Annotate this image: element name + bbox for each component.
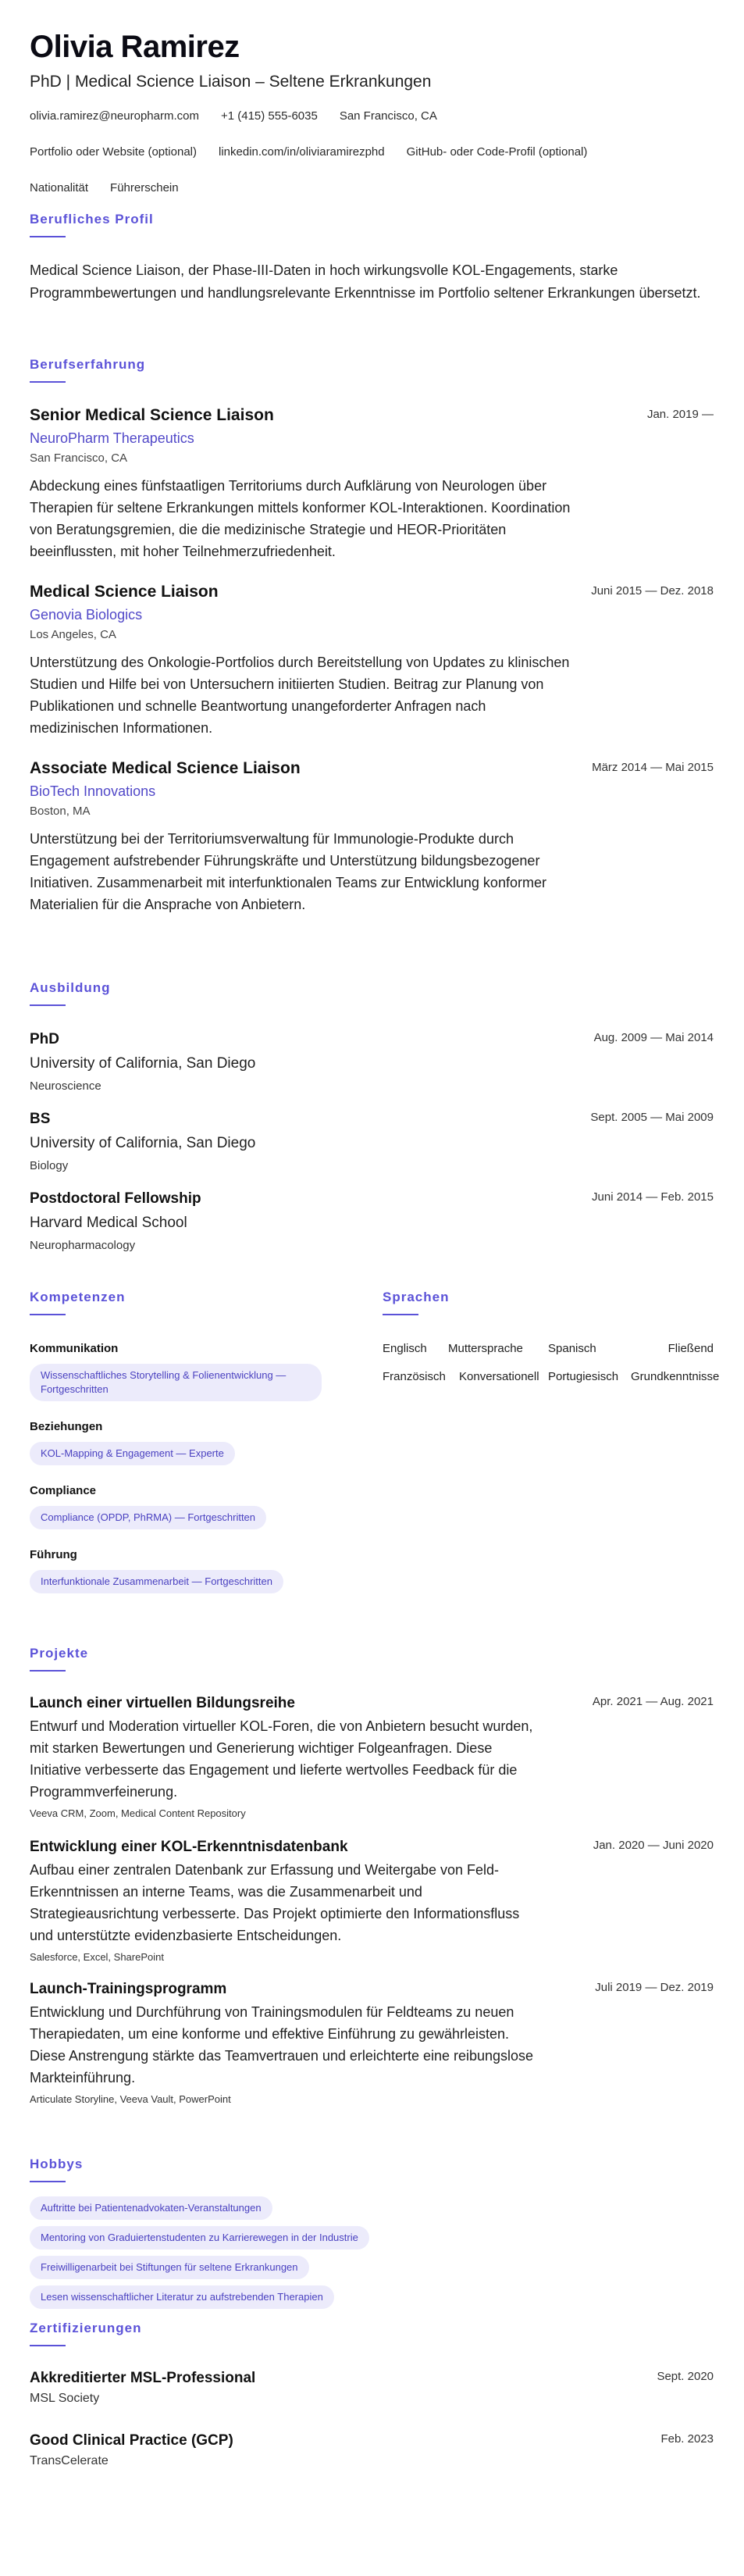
contact-linkedin[interactable]: linkedin.com/in/oliviaramirezphd xyxy=(219,145,385,159)
experience-entry xyxy=(30,405,714,562)
skill-group xyxy=(30,1547,358,1593)
project-date: Jan. 2020 — Juni 2020 xyxy=(593,1839,714,1852)
hobby-pill: Auftritte bei Patientenadvokaten-Veranstaltungen xyxy=(30,2196,272,2220)
projects-section xyxy=(30,1645,88,1672)
skill-group xyxy=(30,1340,358,1401)
section-title: Sprachen xyxy=(383,1290,450,1304)
project-description: Entwicklung und Durchführung von Trainingsmodulen für Feldteams zu neuen Therapiedaten, um eine konforme und effektive Einführung zu gewährleisten. Diese Anstrengung stärkte das Teamvertrauen und erleichterte eine reibungslose Markteinführung. xyxy=(30,2004,534,2085)
experience-location: Boston, MA xyxy=(30,805,91,818)
language-level: Grundkenntnisse xyxy=(631,1370,720,1383)
certification-entry xyxy=(30,2368,714,2407)
skill-group xyxy=(30,1482,358,1529)
education-school: University of California, San Diego xyxy=(30,1055,256,1072)
experience-description: Unterstützung bei der Territoriumsverwaltung für Immunologie-Produkte durch Engagement aufstrebender Führungskräfte und Unterstützung bildungsbezogener Initiativen. Zusammenarbeit mit interfunktionalen Teams zur Entwicklung konformer Materialien für die Ansprache von Anbietern. xyxy=(30,831,546,912)
section-title: Ausbildung xyxy=(30,980,111,995)
experience-date: Jan. 2019 — xyxy=(646,408,714,421)
project-tools: Veeva CRM, Zoom, Medical Content Repository xyxy=(30,1807,246,1819)
project-description: Entwurf und Moderation virtueller KOL-Foren, die von Anbietern besucht wurden, mit starken Bewertungen und Generierung wichtiger Folgeanfragen. Diese Initiative verbesserte das Engagement und lieferte wertvolles Feedback für die Programmverfeinerung. xyxy=(30,1718,533,1800)
project-title: Launch-Trainingsprogramm xyxy=(30,1981,227,1997)
language-level: Muttersprache xyxy=(448,1342,523,1355)
education-school: Harvard Medical School xyxy=(30,1215,187,1231)
skill-pill: KOL-Mapping & Engagement — Experte xyxy=(30,1442,235,1465)
education-field: Biology xyxy=(30,1159,69,1172)
skill-category: Führung xyxy=(30,1548,77,1561)
project-tools: Salesforce, Excel, SharePoint xyxy=(30,1951,164,1963)
experience-entry xyxy=(30,581,714,739)
project-date: Juli 2019 — Dez. 2019 xyxy=(595,1981,714,1994)
section-divider xyxy=(383,1314,418,1315)
language-level: Fließend xyxy=(667,1342,714,1355)
certification-name: Good Clinical Practice (GCP) xyxy=(30,2432,233,2449)
contact-email[interactable]: olivia.ramirez@neuropharm.com xyxy=(30,109,199,123)
project-entry xyxy=(30,1693,714,1821)
hobby-pill: Freiwilligenarbeit bei Stiftungen für seltene Erkrankungen xyxy=(30,2256,309,2279)
project-title: Launch einer virtuellen Bildungsreihe xyxy=(30,1695,295,1711)
language-row xyxy=(383,1340,714,1359)
hobby-pill: Lesen wissenschaftlicher Literatur zu aufstrebenden Therapien xyxy=(30,2285,334,2309)
experience-date: Juni 2015 — Dez. 2018 xyxy=(591,584,714,598)
section-divider xyxy=(30,1670,66,1672)
experience-company: Genovia Biologics xyxy=(30,607,143,623)
experience-location: Los Angeles, CA xyxy=(30,628,116,641)
certifications-section xyxy=(30,2320,142,2346)
project-entry xyxy=(30,1837,714,1965)
project-tools: Articulate Storyline, Veeva Vault, PowerPoint xyxy=(30,2093,231,2105)
language-row xyxy=(383,1368,720,1387)
project-date: Apr. 2021 — Aug. 2021 xyxy=(592,1695,714,1708)
project-description: Aufbau einer zentralen Datenbank zur Erfassung und Weitergabe von Feld-Erkenntnissen an interne Teams, was die Zusammenarbeit und Strategieausrichtung verbesserte. Das Projekt optimierte den Informationsfluss und unterstützte evidenzbasierte Entscheidungen. xyxy=(30,1862,520,1943)
certification-date: Feb. 2023 xyxy=(660,2432,714,2446)
education-degree: PhD xyxy=(30,1031,59,1047)
education-school: University of California, San Diego xyxy=(30,1135,256,1151)
section-title: Berufliches Profil xyxy=(30,212,154,227)
education-entry xyxy=(30,1029,714,1095)
profile-section xyxy=(30,211,714,305)
experience-description: Abdeckung eines fünfstaatligen Territoriums durch Aufklärung von Neurologen über Therapien für seltene Erkrankungen mittels konformer KOL-Interaktionen. Koordination von Beratungsgremien, die die medizinische Strategie und HEOR-Prioritäten beeinflussten, mit hoher Teilnehmerzufriedenheit. xyxy=(30,478,571,559)
education-degree: Postdoctoral Fellowship xyxy=(30,1190,201,1207)
language-name: Spanisch xyxy=(548,1342,596,1355)
experience-company: NeuroPharm Therapeutics xyxy=(30,430,194,446)
profile-text: Medical Science Liaison, der Phase-III-Daten in hoch wirkungsvolle KOL-Engagements, starke Programmbewertungen und handlungsrelevante Erkenntnisse im Portfolio seltener Erkrankungen übersetzt. xyxy=(30,262,701,301)
contact-location: San Francisco, CA xyxy=(339,109,437,123)
education-entry xyxy=(30,1109,714,1175)
language-name: Französisch xyxy=(383,1370,446,1383)
education-date: Juni 2014 — Feb. 2015 xyxy=(592,1190,714,1204)
education-entry xyxy=(30,1189,714,1254)
contact-phone[interactable]: +1 (415) 555-6035 xyxy=(220,109,318,123)
education-field: Neuroscience xyxy=(30,1079,101,1093)
languages-section xyxy=(383,1289,720,1387)
project-title: Entwicklung einer KOL-Erkenntnisdatenbank xyxy=(30,1839,348,1855)
skill-group xyxy=(30,1418,358,1465)
section-title: Projekte xyxy=(30,1646,89,1661)
language-name: Englisch xyxy=(383,1342,427,1355)
education-field: Neuropharmacology xyxy=(30,1239,136,1252)
experience-title: Medical Science Liaison xyxy=(30,583,219,601)
project-entry xyxy=(30,1979,714,2107)
certification-entry xyxy=(30,2431,714,2470)
section-divider xyxy=(30,1314,66,1315)
certification-name: Akkreditierter MSL-Professional xyxy=(30,2370,256,2386)
experience-location: San Francisco, CA xyxy=(30,451,128,465)
certification-issuer: TransCelerate xyxy=(30,2454,109,2467)
resume-header xyxy=(30,28,714,197)
candidate-name: Olivia Ramirez xyxy=(30,30,240,64)
hobby-pill: Mentoring von Graduiertenstudenten zu Karrierewegen in der Industrie xyxy=(30,2226,369,2250)
skills-section xyxy=(30,1289,358,1593)
experience-company: BioTech Innovations xyxy=(30,783,156,799)
section-title: Berufserfahrung xyxy=(30,357,146,372)
language-name: Portugiesisch xyxy=(548,1370,619,1383)
experience-entry xyxy=(30,758,714,915)
skill-pill: Compliance (OPDP, PhRMA) — Fortgeschritten xyxy=(30,1506,266,1529)
hobby-list xyxy=(30,2196,369,2309)
skill-pill: Wissenschaftliches Storytelling & Folienentwicklung — Fortgeschritten xyxy=(30,1364,322,1401)
section-divider xyxy=(30,236,66,237)
section-divider xyxy=(30,381,66,383)
contact-list xyxy=(30,108,714,197)
contact-license: Führerschein xyxy=(110,181,179,194)
experience-title: Senior Medical Science Liaison xyxy=(30,406,274,424)
education-date: Sept. 2005 — Mai 2009 xyxy=(590,1111,714,1124)
section-title: Zertifizierungen xyxy=(30,2321,142,2335)
contact-github[interactable]: GitHub- oder Code-Profil (optional) xyxy=(406,145,588,159)
section-divider xyxy=(30,2181,66,2182)
section-divider xyxy=(30,2345,66,2346)
education-degree: BS xyxy=(30,1111,51,1127)
contact-nationality: Nationalität xyxy=(30,181,89,194)
hobbies-section xyxy=(30,2156,369,2309)
skill-category: Kommunikation xyxy=(30,1342,119,1355)
experience-section xyxy=(30,356,714,383)
skill-category: Beziehungen xyxy=(30,1420,103,1433)
certification-issuer: MSL Society xyxy=(30,2392,100,2405)
section-title: Kompetenzen xyxy=(30,1290,126,1304)
education-section xyxy=(30,979,110,1006)
section-title: Hobbys xyxy=(30,2157,84,2171)
certification-date: Sept. 2020 xyxy=(657,2370,714,2383)
experience-date: März 2014 — Mai 2015 xyxy=(592,761,714,774)
candidate-headline: PhD | Medical Science Liaison – Seltene Erkrankungen xyxy=(30,73,432,91)
skill-pill: Interfunktionale Zusammenarbeit — Fortgeschritten xyxy=(30,1570,283,1593)
section-divider xyxy=(30,1004,66,1006)
contact-portfolio[interactable]: Portfolio oder Website (optional) xyxy=(30,145,197,159)
experience-description: Unterstützung des Onkologie-Portfolios durch Bereitstellung von Updates zu klinischen Studien und Hilfe bei von Untersuchern initiierten Studien. Beitrag zur Planung von Publikationen und schnelle Beantwortung unangeforderter Anfragen nach medizinischen Informationen. xyxy=(30,655,570,736)
language-level: Konversationell xyxy=(459,1370,539,1383)
education-date: Aug. 2009 — Mai 2014 xyxy=(593,1031,714,1044)
skill-category: Compliance xyxy=(30,1484,97,1497)
experience-title: Associate Medical Science Liaison xyxy=(30,759,301,777)
